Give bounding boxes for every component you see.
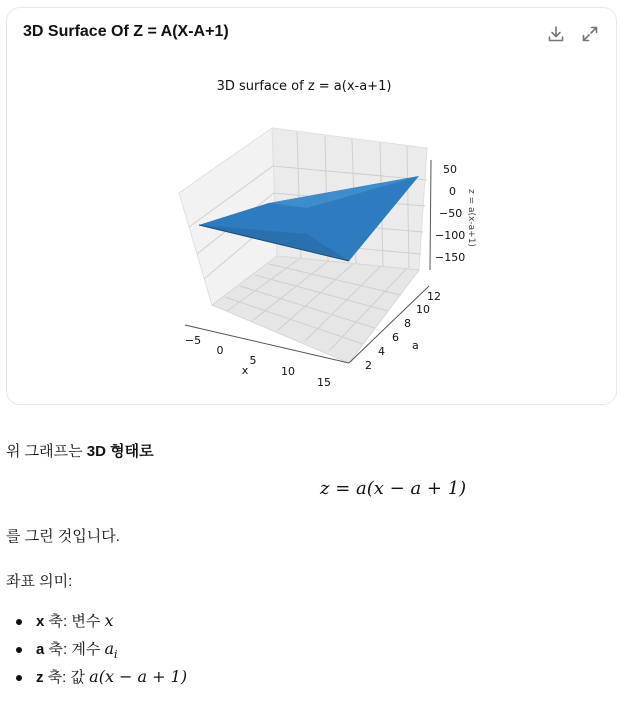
axis-math: a(x − a + 1) xyxy=(89,667,188,686)
description-line-1 xyxy=(6,440,154,461)
z-tick-label: −150 xyxy=(435,251,466,264)
formula-text: z = a(x − a + 1) xyxy=(320,478,467,499)
description-line-2: 를 그린 것입니다. xyxy=(6,528,120,545)
a-tick-label: 2 xyxy=(365,359,372,372)
z-tick-label: −50 xyxy=(439,207,463,220)
a-tick-label: 10 xyxy=(416,303,430,316)
list-item xyxy=(6,638,187,666)
axis-math: x xyxy=(104,611,114,630)
surface-plot xyxy=(7,8,618,406)
list-item xyxy=(6,666,187,694)
axis-math-base: a xyxy=(104,639,115,658)
z-tick-label: −100 xyxy=(435,229,466,242)
axis-meaning-list xyxy=(6,610,187,694)
axis-name: z xyxy=(36,669,44,686)
card-title: 3D Surface Of Z = A(X-A+1) xyxy=(23,23,229,40)
chart-card xyxy=(6,7,617,405)
z-axis-label: z = a(x-a+1) xyxy=(466,189,476,247)
formula-display xyxy=(320,478,466,499)
z-axis-line xyxy=(430,160,431,270)
x-tick-label: 0 xyxy=(216,344,224,357)
axis-name: x xyxy=(36,613,45,630)
chart-title: 3D surface of z = a(x-a+1) xyxy=(216,79,392,94)
axis-desc: 축: 값 xyxy=(43,669,90,686)
x-axis-label: x xyxy=(241,364,249,377)
z-tick-label: 0 xyxy=(449,185,456,198)
x-tick-label: 10 xyxy=(281,365,295,378)
axis-math xyxy=(104,639,118,662)
axis-desc: 축: 변수 xyxy=(44,613,105,630)
a-tick-label: 6 xyxy=(392,331,399,344)
description-text: 위 그래프는 xyxy=(6,443,87,460)
axis-math-sub: i xyxy=(114,648,118,662)
a-tick-label: 8 xyxy=(404,317,411,330)
list-item xyxy=(6,610,187,638)
x-tick-label: 15 xyxy=(317,376,331,389)
a-axis-label: a xyxy=(412,339,419,352)
z-tick-label: 50 xyxy=(443,163,457,176)
description-bold: 3D 형태로 xyxy=(86,443,154,460)
axis-name: a xyxy=(36,641,45,658)
x-tick-label: −5 xyxy=(184,334,202,347)
a-tick-label: 12 xyxy=(427,290,441,303)
description-line-3: 좌표 의미: xyxy=(6,573,73,590)
a-tick-label: 4 xyxy=(378,345,385,358)
x-tick-label: 5 xyxy=(249,354,257,367)
axis-desc: 축: 계수 xyxy=(44,641,105,658)
